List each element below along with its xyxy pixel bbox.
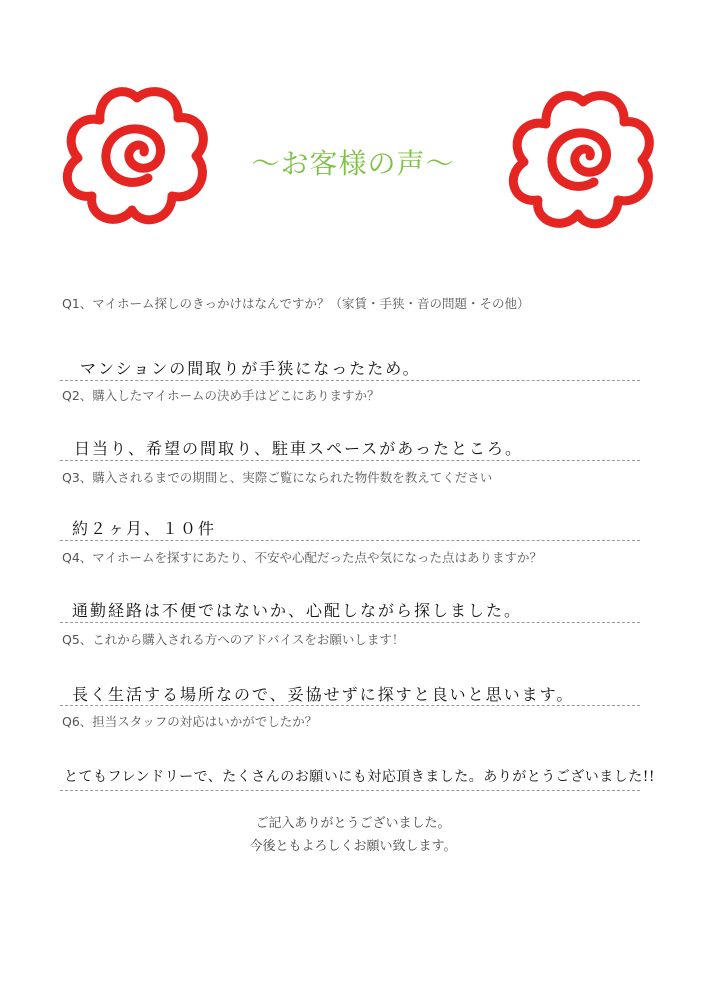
answer-3: 約２ヶ月、１０件 (72, 519, 217, 538)
answer-2: 日当り、希望の間取り、駐車スペースがあったところ。 (74, 439, 524, 458)
answer-line-2 (60, 460, 640, 461)
answer-6: とてもフレンドリーで、たくさんのお願いにも対応頂きました。ありがとうございました!! (64, 769, 656, 785)
answer-line-4 (60, 622, 640, 623)
answer-line-3 (60, 540, 640, 541)
closing-message (0, 812, 706, 858)
question-3: Q3、購入されるまでの期間と、実際ご覧になられた物件数を教えてください (62, 470, 493, 485)
question-2: Q2、購入したマイホームの決め手はどこにありますか？ (62, 388, 380, 403)
answer-line-5 (60, 705, 640, 706)
page-title: 〜お客様の声〜 (251, 147, 455, 180)
question-5: Q5、これから購入される方へのアドバイスをお願いします！ (62, 632, 405, 647)
question-6: Q6、担当スタッフの対応はいかがでしたか？ (62, 714, 318, 729)
question-4: Q4、マイホームを探すにあたり、不安や心配だった点や気になった点はありますか？ (62, 550, 543, 565)
closing-line-1: ご記入ありがとうございました。 (255, 816, 451, 831)
question-1: Q1、マイホーム探しのきっかけはなんですか？（家賃・手狭・音の問題・その他） (62, 296, 530, 311)
answer-line-1 (60, 380, 640, 381)
closing-line-2: 今後ともよろしくお願い致します。 (249, 839, 457, 854)
answer-1: マンションの間取りが手狭になったため。 (80, 359, 421, 378)
answer-5: 長く生活する場所なので、妥協せずに探すと良いと思います。 (72, 685, 575, 704)
answer-line-6 (60, 790, 640, 791)
answer-4: 通勤経路は不便ではないか、心配しながら探しました。 (72, 601, 523, 620)
